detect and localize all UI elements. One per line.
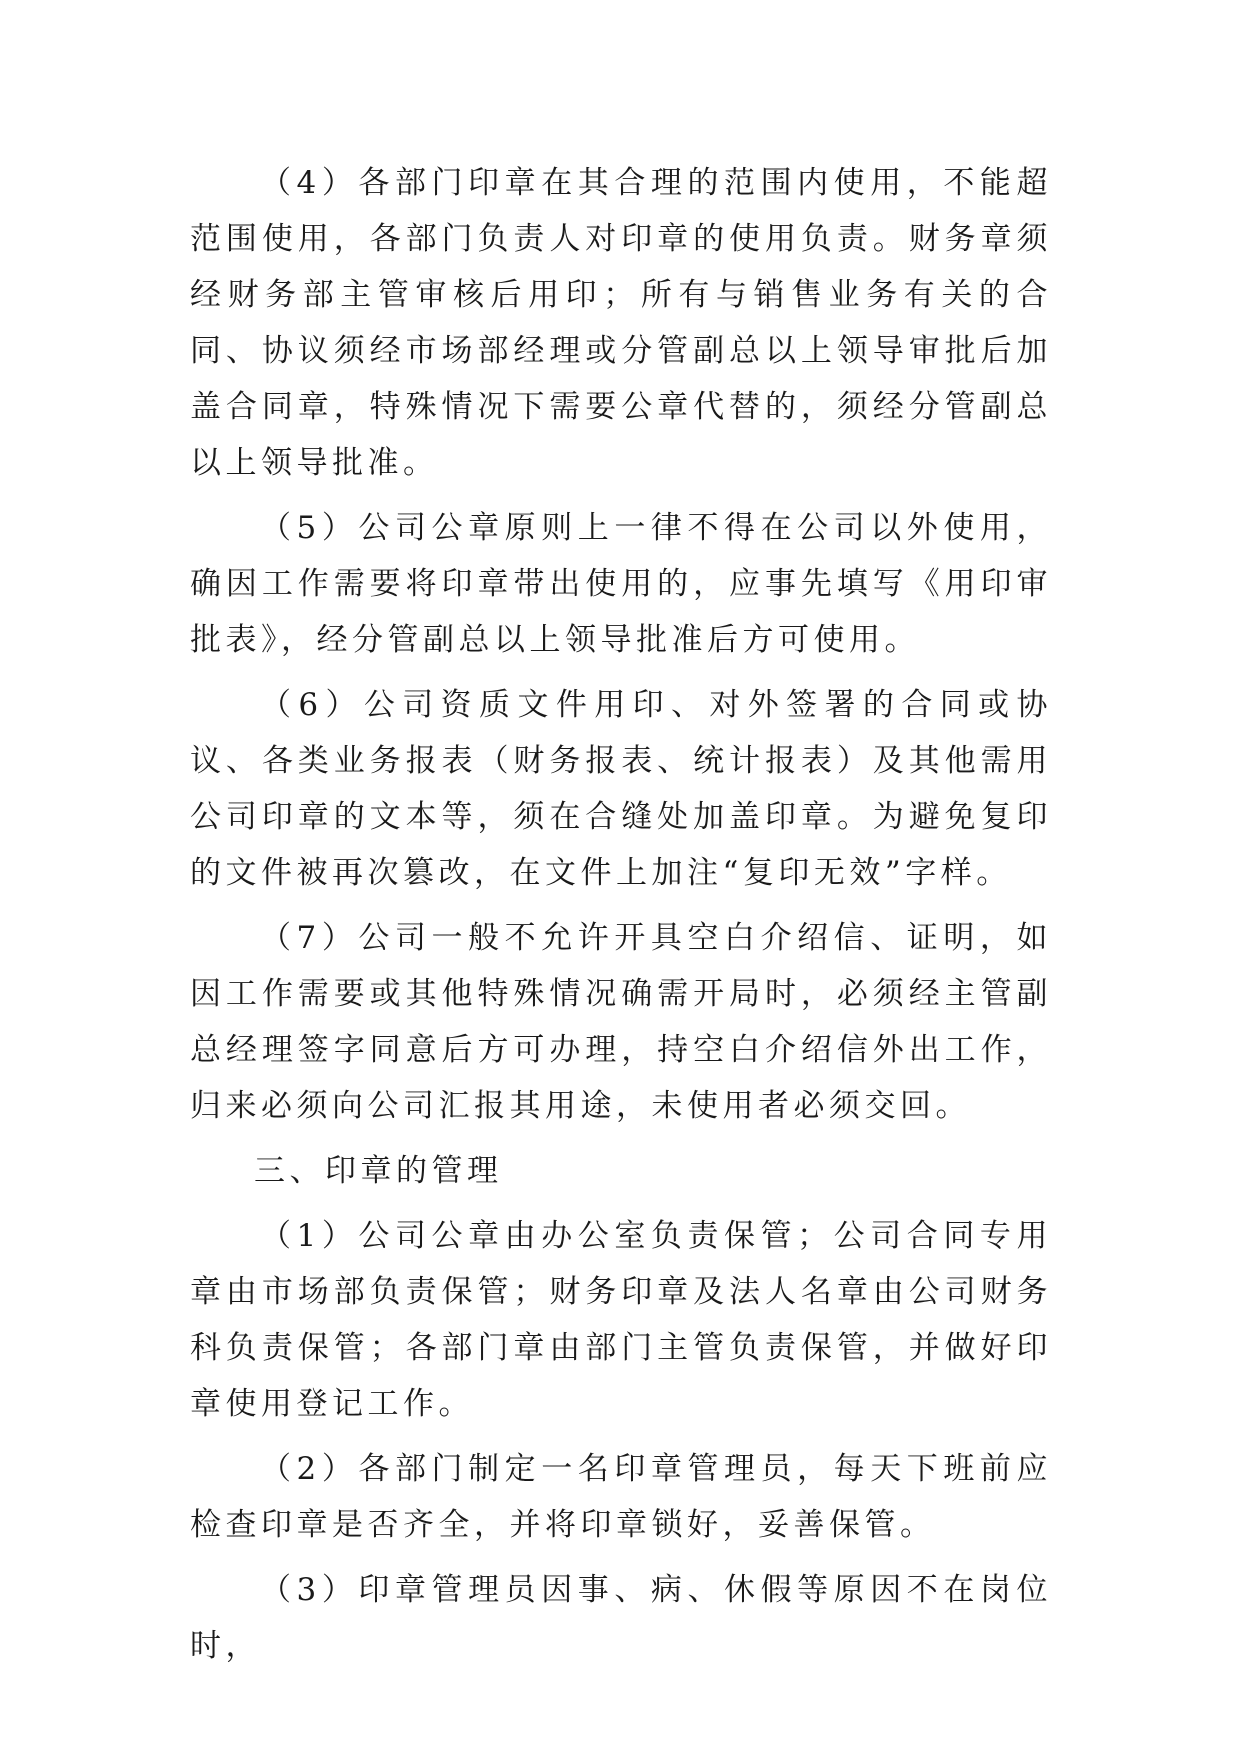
document-body [190,155,1052,1683]
section-heading-seal-management: 三、印章的管理 [254,1153,503,1189]
paragraph-usage-scope: （4）各部门印章在其合理的范围内使用，不能超范围使用，各部门负责人对印章的使用负责。财务章须经财务部主管审核后用印；所有与销售业务有关的合同、协议须经市场部经理或分管副总以上领导审批后加盖合同章，特殊情况下需要公章代替的，须经分管副总以上领导批准。 [190,165,1052,481]
paragraph-custody: （1）公司公章由办公室负责保管；公司合同专用章由市场部负责保管；财务印章及法人名章由公司财务科负责保管；各部门章由部门主管负责保管，并做好印章使用登记工作。 [190,1218,1052,1422]
paragraph-seal-administrator: （2）各部门制定一名印章管理员，每天下班前应检查印章是否齐全，并将印章锁好，妥善保管。 [190,1451,1052,1543]
paragraph-seam-seal: （6）公司资质文件用印、对外签署的合同或协议、各类业务报表（财务报表、统计报表）及其他需用公司印章的文本等，须在合缝处加盖印章。为避免复印的文件被再次篡改，在文件上加注“复印无效”字样。 [190,687,1052,891]
paragraph-seal-outside-use: （5）公司公章原则上一律不得在公司以外使用，确因工作需要将印章带出使用的，应事先填写《用印审批表》，经分管副总以上领导批准后方可使用。 [190,510,1052,658]
paragraph-administrator-absence: （3）印章管理员因事、病、休假等原因不在岗位时， [190,1572,1052,1664]
paragraph-blank-letters: （7）公司一般不允许开具空白介绍信、证明，如因工作需要或其他特殊情况确需开局时，必须经主管副总经理签字同意后方可办理，持空白介绍信外出工作，归来必须向公司汇报其用途，未使用者必须交回。 [190,920,1052,1124]
